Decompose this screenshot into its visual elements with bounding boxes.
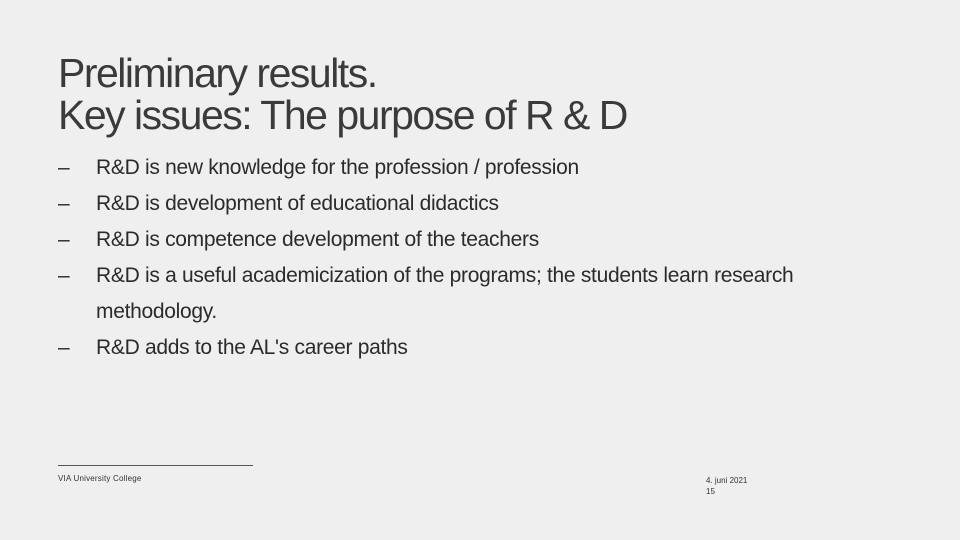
- slide-title: [58, 52, 627, 136]
- bullet-list: [58, 150, 918, 366]
- footer-date: 4. juni 2021: [706, 476, 748, 485]
- bullet-dash: –: [58, 336, 70, 359]
- bullet-text: R&D is development of educational didactics: [96, 192, 499, 215]
- title-line-2: Key issues: The purpose of R & D: [58, 92, 627, 138]
- bullet-dash: –: [58, 192, 70, 215]
- bullet-item: [58, 150, 918, 186]
- footer-organization: VIA University College: [58, 474, 142, 483]
- footer-divider: [58, 465, 253, 466]
- page-number: 15: [706, 487, 715, 496]
- bullet-text: R&D adds to the AL's career paths: [96, 336, 408, 359]
- bullet-dash: –: [58, 156, 70, 179]
- bullet-text: R&D is new knowledge for the profession / profession: [96, 156, 579, 179]
- bullet-dash: –: [58, 228, 70, 251]
- footer-date-block: [706, 475, 747, 497]
- bullet-item: [58, 258, 918, 330]
- bullet-item: [58, 186, 918, 222]
- title-line-1: Preliminary results.: [58, 50, 377, 96]
- bullet-text: R&D is competence development of the teachers: [96, 228, 539, 251]
- bullet-text: R&D is a useful academicization of the programs; the students learn research methodology.: [96, 264, 794, 323]
- bullet-dash: –: [58, 264, 70, 287]
- bullet-item: [58, 330, 918, 366]
- bullet-item: [58, 222, 918, 258]
